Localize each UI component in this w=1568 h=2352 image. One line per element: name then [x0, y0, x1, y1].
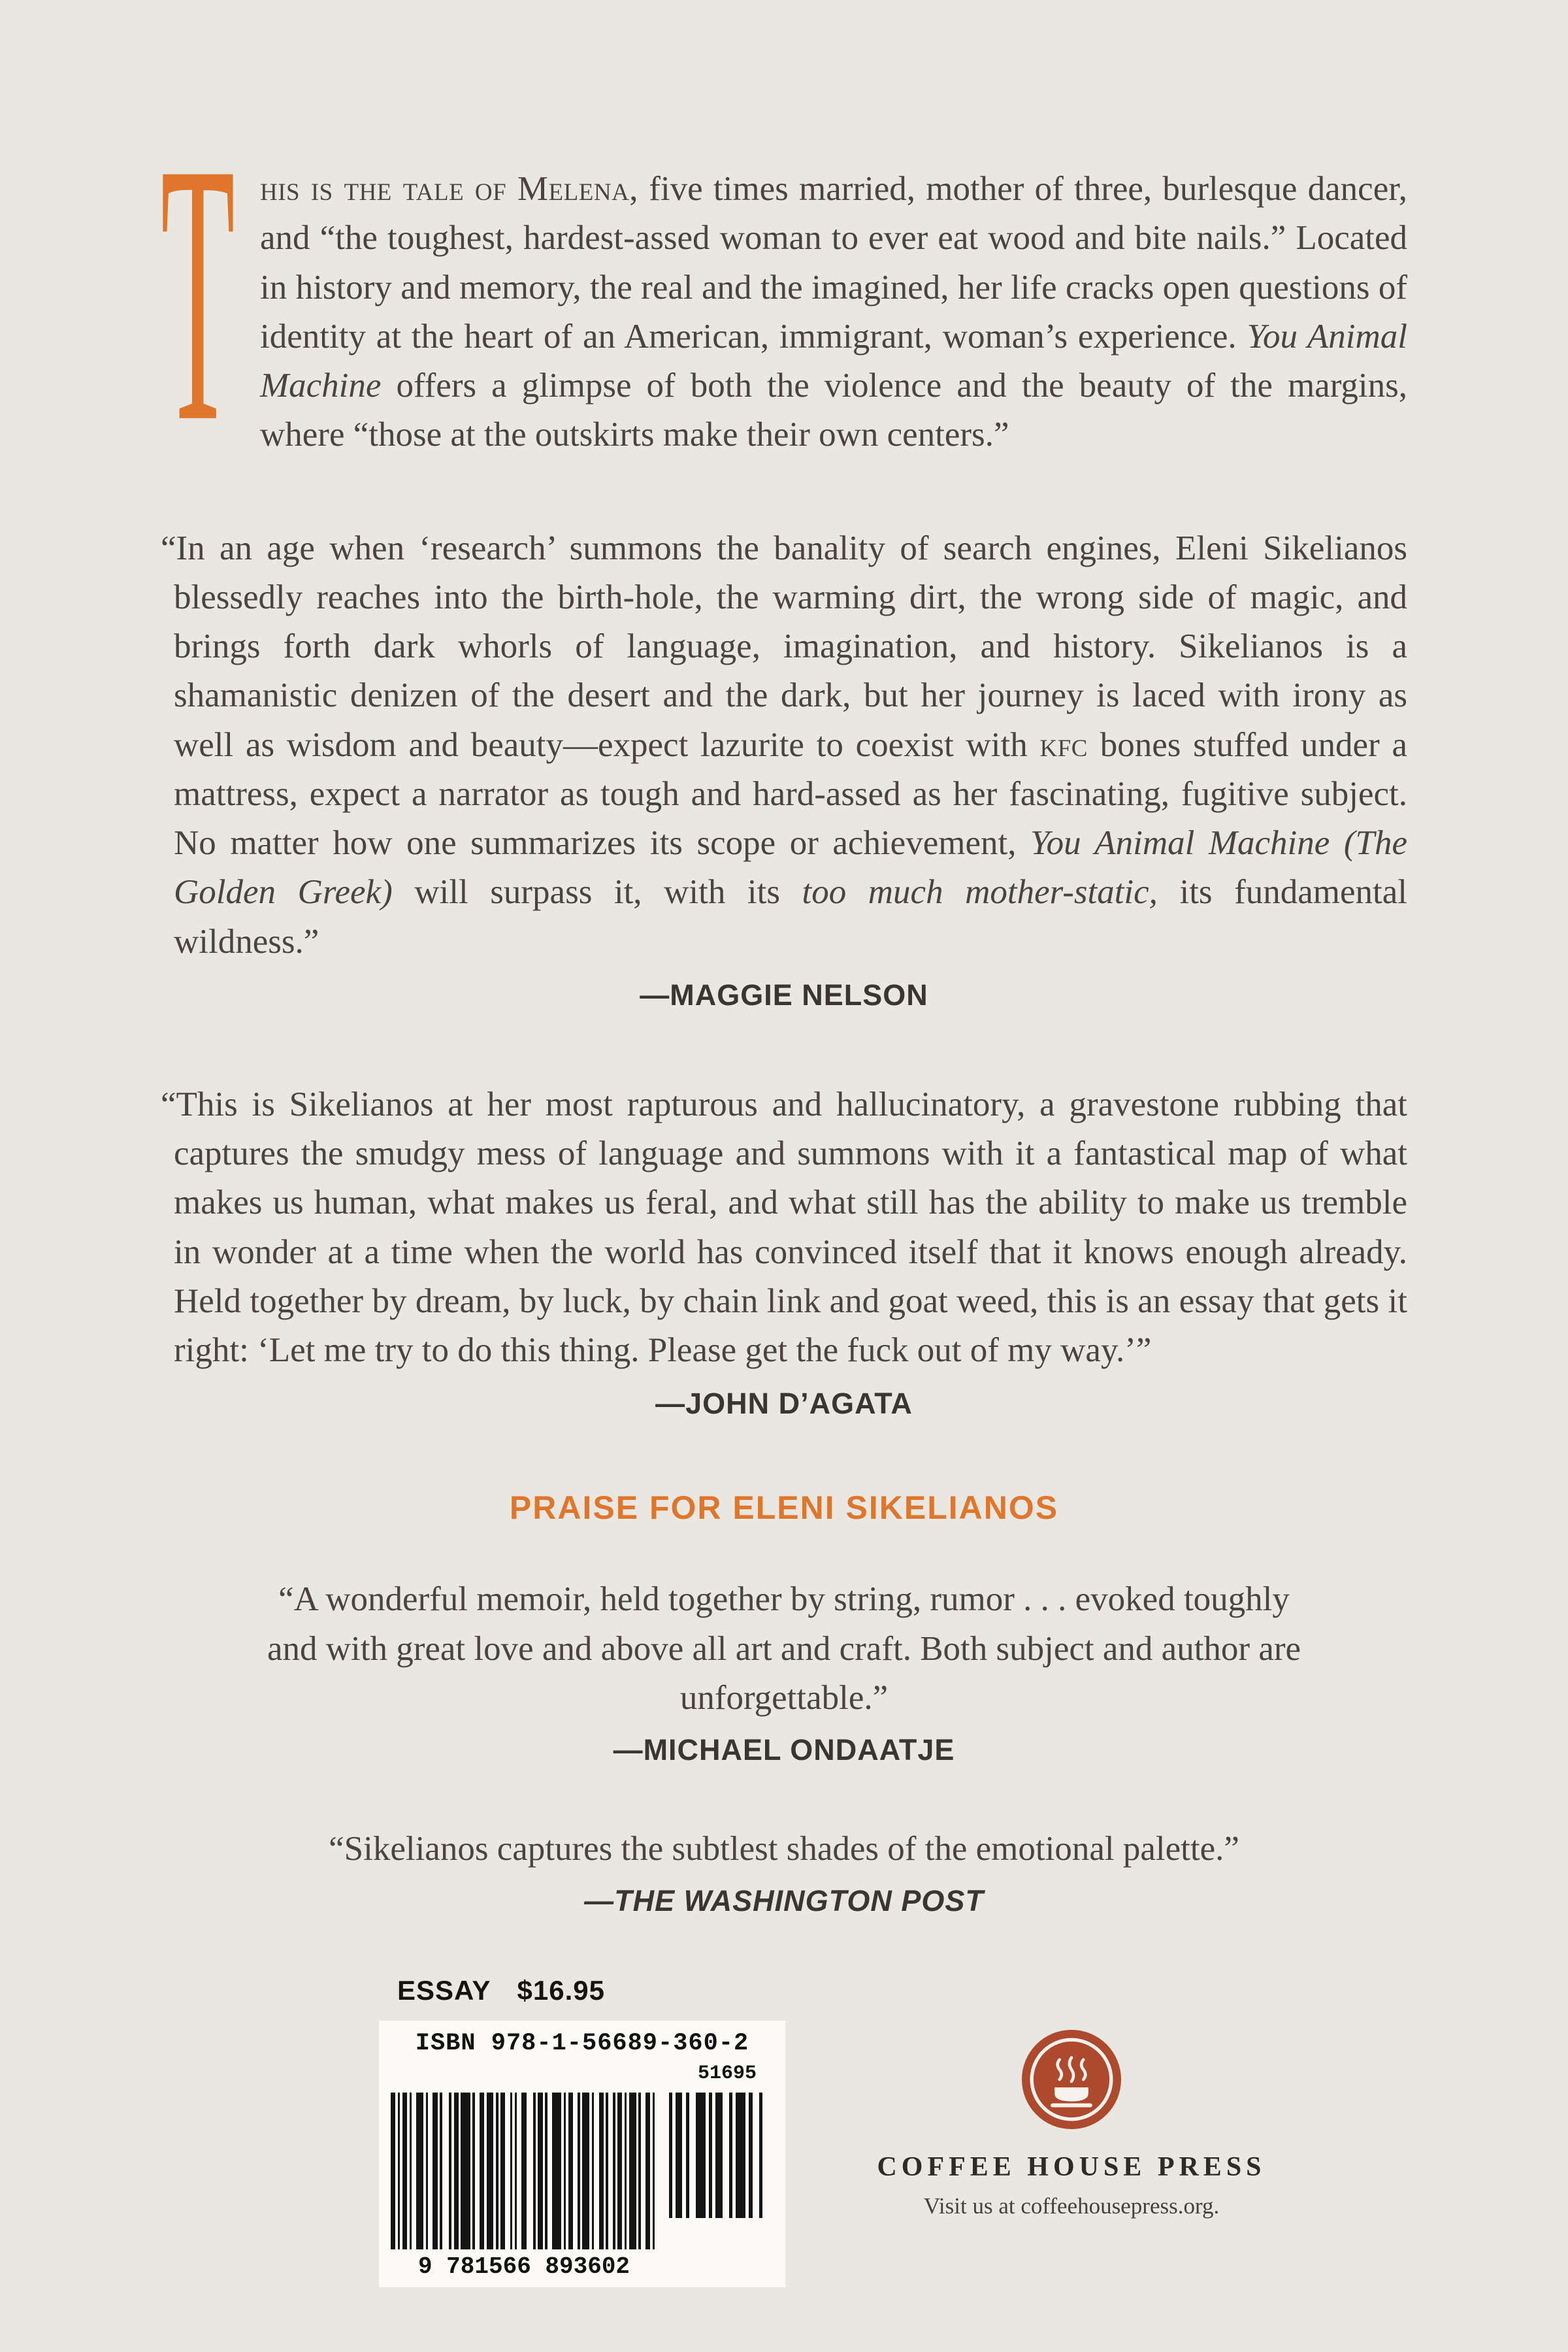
nelson-quote-block [161, 524, 1407, 1012]
publisher-website: Visit us at coffeehousepress.org. [923, 2193, 1220, 2219]
nelson-attribution: —MAGGIE NELSON [640, 978, 928, 1012]
isbn-barcode-box [379, 2021, 785, 2287]
dagata-quote-block [161, 1080, 1407, 1421]
praise-heading: PRAISE FOR ELENI SIKELIANOS [509, 1489, 1059, 1527]
intro-paragraph [161, 86, 1407, 499]
category-label: ESSAY [397, 1975, 491, 2006]
price-label: $16.95 [517, 1975, 605, 2006]
publisher-name: COFFEE HOUSE PRESS [877, 2152, 1266, 2182]
coffee-house-press-logo-icon [1022, 2030, 1121, 2129]
nelson-text-1: “In an age when ‘research’ summons the banality of search engines, Eleni Sikelianos blessedly reaches into the birth-hole, the warming dirt, the wrong side of magic, and brings forth dark whorls of language, imagination, and history. Sikelianos is a shamanistic denizen of the desert and the dark, but her journey is laced with irony as well as wisdom and beauty—expect lazurite to coexist with [161, 529, 1407, 764]
ondaatje-quote-block [261, 1575, 1307, 1767]
nelson-book-title: You Animal Machine (The Golden Greek) [174, 824, 1407, 912]
nelson-text-4: its fundamental wildness.” [174, 873, 1407, 961]
dagata-quote-paragraph: “This is Sikelianos at her most rapturous and hallucinatory, a gravestone rubbing that captures the smudgy mess of language and summons with it a fantastical map of what makes us human, what makes us feral, and what still has the ability to make us tremble in wonder at a time when the world has convinced itself that it knows enough already. Held together by dream, by luck, by chain link and goat weed, this is an essay that gets it right: ‘Let me try to do this thing. Please get the fuck out of my way.’” [161, 1085, 1407, 1369]
barcode-digits: 9 781566 893602 [417, 2253, 630, 2280]
intro-smallcaps-lead: his is the tale of Melena, [260, 170, 639, 208]
intro-book-title: You Animal Machine [260, 317, 1407, 405]
barcode-addon-bars [669, 2093, 766, 2218]
nelson-italic-phrase: too much mother-static, [802, 873, 1158, 912]
wapo-quote-paragraph: “Sikelianos captures the subtlest shades of the emotional palette.” [329, 1830, 1239, 1868]
wapo-quote-block [261, 1825, 1307, 1918]
wapo-attribution: —THE WASHINGTON POST [584, 1884, 984, 1918]
publisher-block [869, 2030, 1274, 2219]
barcode-main-bars [391, 2093, 657, 2249]
barcode-addon-code: 51695 [697, 2062, 757, 2085]
back-cover-text-column [161, 86, 1407, 1976]
ondaatje-attribution: —MICHAEL ONDAATJE [613, 1733, 955, 1766]
intro-text-1: five times married, mother of three, burlesque dancer, and “the toughest, hardest-assed woman to ever eat wood and bite nails.” Located in history and memory, the real and the imagined, her life cracks open questions of identity at the heart of an American, immigrant, woman’s experience. [260, 170, 1407, 356]
isbn-number: ISBN 978-1-56689-360-2 [415, 2030, 749, 2057]
nelson-text-2: bones stuffed under a mattress, expect a narrator as tough and hard-assed as her fascinating, fugitive subject. No matter how one summarizes its scope or achievement, [174, 725, 1407, 862]
nelson-kfc-smallcaps: kfc [1039, 725, 1088, 764]
nelson-text-3: will surpass it, with its [392, 873, 802, 912]
intro-text-2: offers a glimpse of both the violence and the beauty of the margins, where “those at the outskirts make their own centers.” [260, 367, 1407, 454]
nelson-quote-paragraph [161, 524, 1407, 967]
category-price-line [397, 1975, 605, 2006]
ondaatje-quote-paragraph: “A wonderful memoir, held together by string, rumor . . . evoked toughly and with great love and above all art and craft. Both subject and author are unforgettable.” [267, 1580, 1301, 1717]
dagata-attribution: —JOHN D’AGATA [655, 1387, 913, 1421]
dropcap-letter: T [161, 86, 235, 499]
